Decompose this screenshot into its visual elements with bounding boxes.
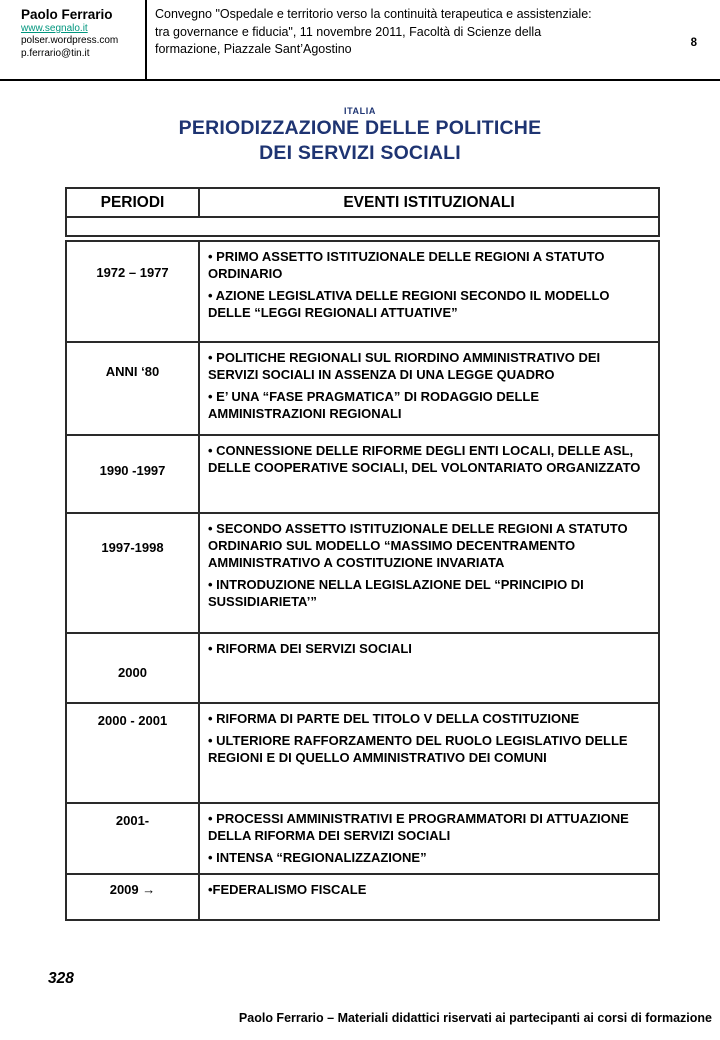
conference-line: formazione, Piazzale Sant’Agostino — [155, 42, 352, 56]
author-blog: polser.wordpress.com — [21, 35, 119, 46]
period-cell: 2001- — [67, 804, 200, 873]
period-cell: 2009 → — [67, 875, 200, 919]
event-item: • CONNESSIONE DELLE RIFORME DEGLI ENTI LOCALI, DELLE ASL, DELLE COOPERATIVE SOCIALI, DEL VOLONTARIATO ORGANIZZATO — [208, 443, 641, 475]
event-item: •FEDERALISMO FISCALE — [208, 881, 367, 897]
event-item: • INTENSA “REGIONALIZZAZIONE” — [208, 849, 427, 865]
table-row — [67, 434, 658, 512]
events-cell — [200, 343, 658, 434]
event-item: • PROCESSI AMMINISTRATIVI E PROGRAMMATORI DI ATTUAZIONE DELLA RIFORMA DEI SERVIZI SOCIALI — [208, 811, 629, 843]
events-cell — [200, 875, 658, 919]
period-cell: 1990 -1997 — [67, 436, 200, 512]
author-email: p.ferrario@tin.it — [21, 48, 90, 59]
event-item: • ULTERIORE RAFFORZAMENTO DEL RUOLO LEGISLATIVO DELLE REGIONI E DI QUELLO AMMINISTRATIVO DEI COMUNI — [208, 732, 628, 765]
events-cell — [200, 514, 658, 632]
period-cell: ANNI ‘80 — [67, 343, 200, 434]
event-item: • SECONDO ASSETTO ISTITUZIONALE DELLE REGIONI A STATUTO ORDINARIO SUL MODELLO “MASSIMO DECENTRAMENTO AMMINISTRATIVO A COSTITUZIONE INVARIATA — [208, 521, 628, 570]
table-row — [67, 702, 658, 802]
period-cell: 1972 – 1977 — [67, 242, 200, 341]
periodization-table — [65, 240, 660, 921]
author-name: Paolo Ferrario — [21, 7, 113, 22]
table-row — [67, 341, 658, 434]
title-kicker: ITALIA — [344, 106, 376, 116]
table-row — [67, 873, 658, 919]
table-row — [67, 512, 658, 632]
footer-credit: Paolo Ferrario – Materiali didattici riservati ai partecipanti ai corsi di formazione — [238, 1011, 712, 1025]
period-cell: 2000 — [67, 634, 200, 702]
title-block — [0, 106, 720, 167]
period-cell: 1997-1998 — [67, 514, 200, 632]
page-title-line1: PERIODIZZAZIONE DELLE POLITICHE — [178, 117, 542, 139]
table-header-row — [67, 189, 658, 216]
author-block — [0, 0, 145, 79]
event-item: • E’ UNA “FASE PRAGMATICA” DI RODAGGIO DELLE AMMINISTRAZIONI REGIONALI — [208, 388, 540, 421]
events-cell — [200, 436, 658, 512]
table-row — [67, 632, 658, 702]
events-cell — [200, 634, 658, 702]
event-item: • PRIMO ASSETTO ISTITUZIONALE DELLE REGIONI A STATUTO ORDINARIO — [208, 249, 605, 281]
events-cell — [200, 704, 658, 802]
table-row — [67, 242, 658, 341]
page-header — [0, 0, 720, 81]
column-header-eventi: EVENTI ISTITUZIONALI — [343, 193, 515, 211]
event-item: • INTRODUZIONE NELLA LEGISLAZIONE DEL “PRINCIPIO DI SUSSIDIARIETA’” — [208, 576, 584, 609]
events-cell — [200, 804, 658, 873]
events-cell — [200, 242, 658, 341]
page-title-line2: DEI SERVIZI SOCIALI — [259, 142, 461, 165]
author-website-link[interactable]: www.segnalo.it — [21, 23, 88, 34]
event-item: • AZIONE LEGISLATIVA DELLE REGIONI SECONDO IL MODELLO DELLE “LEGGI REGIONALI ATTUATIVE” — [208, 287, 610, 320]
table-header-spacer-row — [67, 216, 658, 235]
table-row — [67, 802, 658, 873]
page-number-top: 8 — [690, 37, 697, 49]
column-header-periodi: PERIODI — [67, 189, 200, 216]
table-header — [65, 187, 660, 237]
conference-info — [145, 0, 720, 79]
conference-line: tra governance e fiducia", 11 novembre 2011, Facoltà di Scienze della — [155, 24, 542, 39]
event-item: • RIFORMA DEI SERVIZI SOCIALI — [208, 641, 412, 656]
event-item: • RIFORMA DI PARTE DEL TITOLO V DELLA COSTITUZIONE — [208, 711, 580, 726]
conference-line: Convegno "Ospedale e territorio verso la continuità terapeutica e assistenziale: — [155, 7, 592, 21]
event-item: • POLITICHE REGIONALI SUL RIORDINO AMMINISTRATIVO DEI SERVIZI SOCIALI IN ASSENZA DI UNA LEGGE QUADRO — [208, 350, 601, 382]
period-cell: 2000 - 2001 — [67, 704, 200, 802]
page-number-bottom: 328 — [48, 970, 74, 987]
